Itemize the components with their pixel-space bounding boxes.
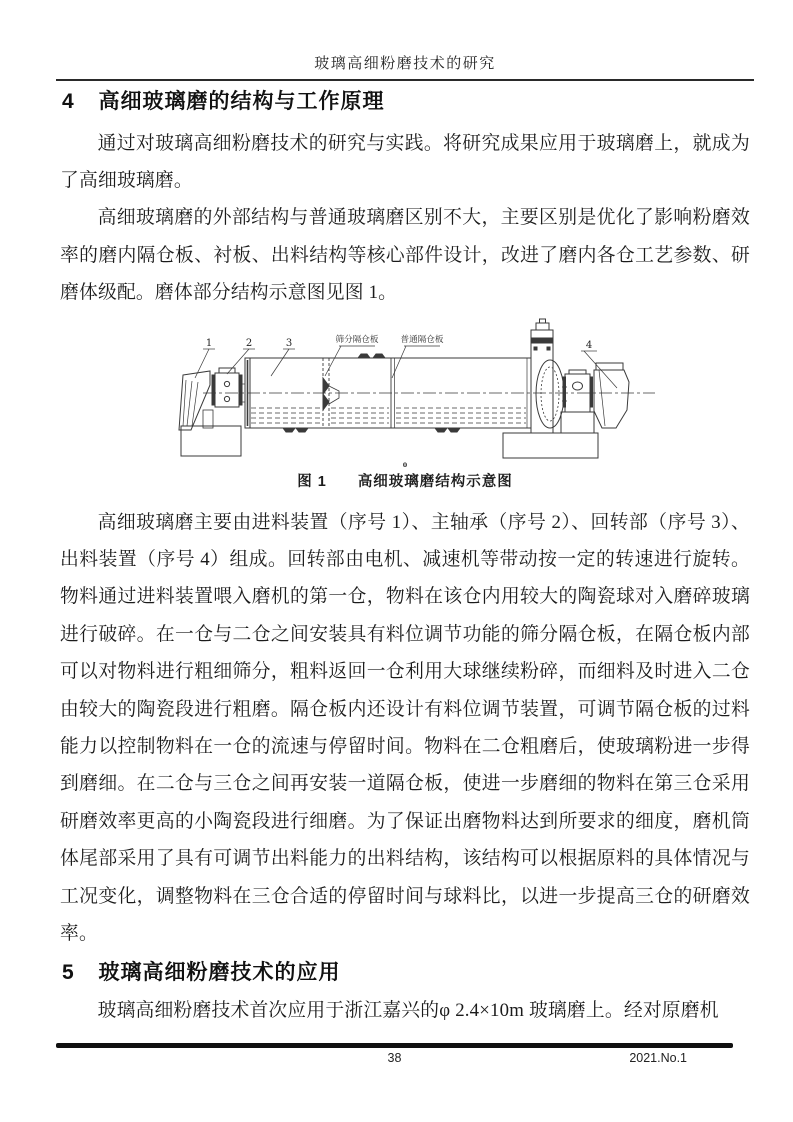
discharge-device-shape	[594, 370, 629, 428]
section-5-title: 玻璃高细粉磨技术的应用	[98, 961, 341, 985]
figure-1	[60, 318, 750, 491]
section-4-heading	[62, 89, 750, 115]
header-rule	[56, 79, 754, 81]
page-number: 38	[387, 1050, 402, 1065]
section-4-paragraph-2: 高细玻璃磨的外部结构与普通玻璃磨区别不大，主要区别是优化了影响粉磨效率的磨内隔仓板、衬板、出料结构等核心部件设计，改进了磨内各仓工艺参数、研磨体级配。磨体部分结构示意图见图 1。	[60, 207, 750, 304]
section-4-title: 高细玻璃磨的结构与工作原理	[98, 89, 385, 113]
page-footer	[56, 1043, 733, 1065]
section-4-number: 4	[62, 89, 74, 113]
figure-part-label-2: 2	[245, 337, 253, 349]
footer-row	[56, 1051, 733, 1065]
figure-part-label-3: 3	[285, 337, 293, 349]
figure-part-label-4: 4	[585, 339, 593, 351]
section-4-paragraph-3: 高细玻璃磨主要由进料装置（序号 1）、主轴承（序号 2）、回转部（序号 3）、出料装置（序号 4）组成。回转部由电机、减速机等带动按一定的转速进行旋转。物料通过进料装置喂入磨机的第一仓，物料在该仓内用较大的陶瓷球对入磨碎玻璃进行破碎。在一仓与二仓之间安装具有料位调节功能的筛分隔仓板，在隔仓板内部可以对物料进行粗细筛分，粗料返回一仓利用大球继续粉碎，而细料及时进入二仓由较大的陶瓷段进行粗磨。隔仓板内还设计有料位调节装置，可调节隔仓板的过料能力以控制物料在一仓的流速与停留时间。物料在二仓粗磨后，使玻璃粉进一步得到磨细。在二仓与三仓之间再安装一道隔仓板，使进一步磨细的物料在第三仓采用研磨效率更高的小陶瓷段进行细磨。为了保证出磨物料达到所要求的细度，磨机筒体尾部采用了具有可调节出料能力的出料结构，该结构可以根据原料的具体情况与工况变化，调整物料在三仓合适的停留时间与球料比，以进一步提高三仓的研磨效率。	[60, 511, 750, 944]
figure-annotation-screen-partition: 筛分隔仓板	[335, 334, 379, 345]
issue-label: 2021.No.1	[629, 1050, 687, 1065]
figure-artifact-mark: o	[402, 458, 408, 469]
figure-part-label-1: 1	[205, 337, 213, 349]
section-5-paragraph-1: 玻璃高细粉磨技术首次应用于浙江嘉兴的φ 2.4×10m 玻璃磨上。经对原磨机	[97, 1000, 719, 1022]
mill-structure-diagram	[153, 318, 658, 460]
figure-caption	[60, 470, 750, 491]
section-4-paragraph-1: 通过对玻璃高细粉磨技术的研究与实践。将研究成果应用于玻璃磨上，就成为了高细玻璃磨。	[60, 132, 750, 191]
section-5-number: 5	[62, 961, 74, 985]
figure-caption-label: 图 1	[297, 473, 327, 490]
figure-caption-title: 高细玻璃磨结构示意图	[357, 473, 513, 490]
figure-annotation-ordinary-partition: 普通隔仓板	[400, 334, 444, 345]
footer-rule	[56, 1043, 733, 1048]
running-title: 玻璃高细粉磨技术的研究	[314, 56, 496, 72]
section-5-heading	[62, 960, 750, 986]
